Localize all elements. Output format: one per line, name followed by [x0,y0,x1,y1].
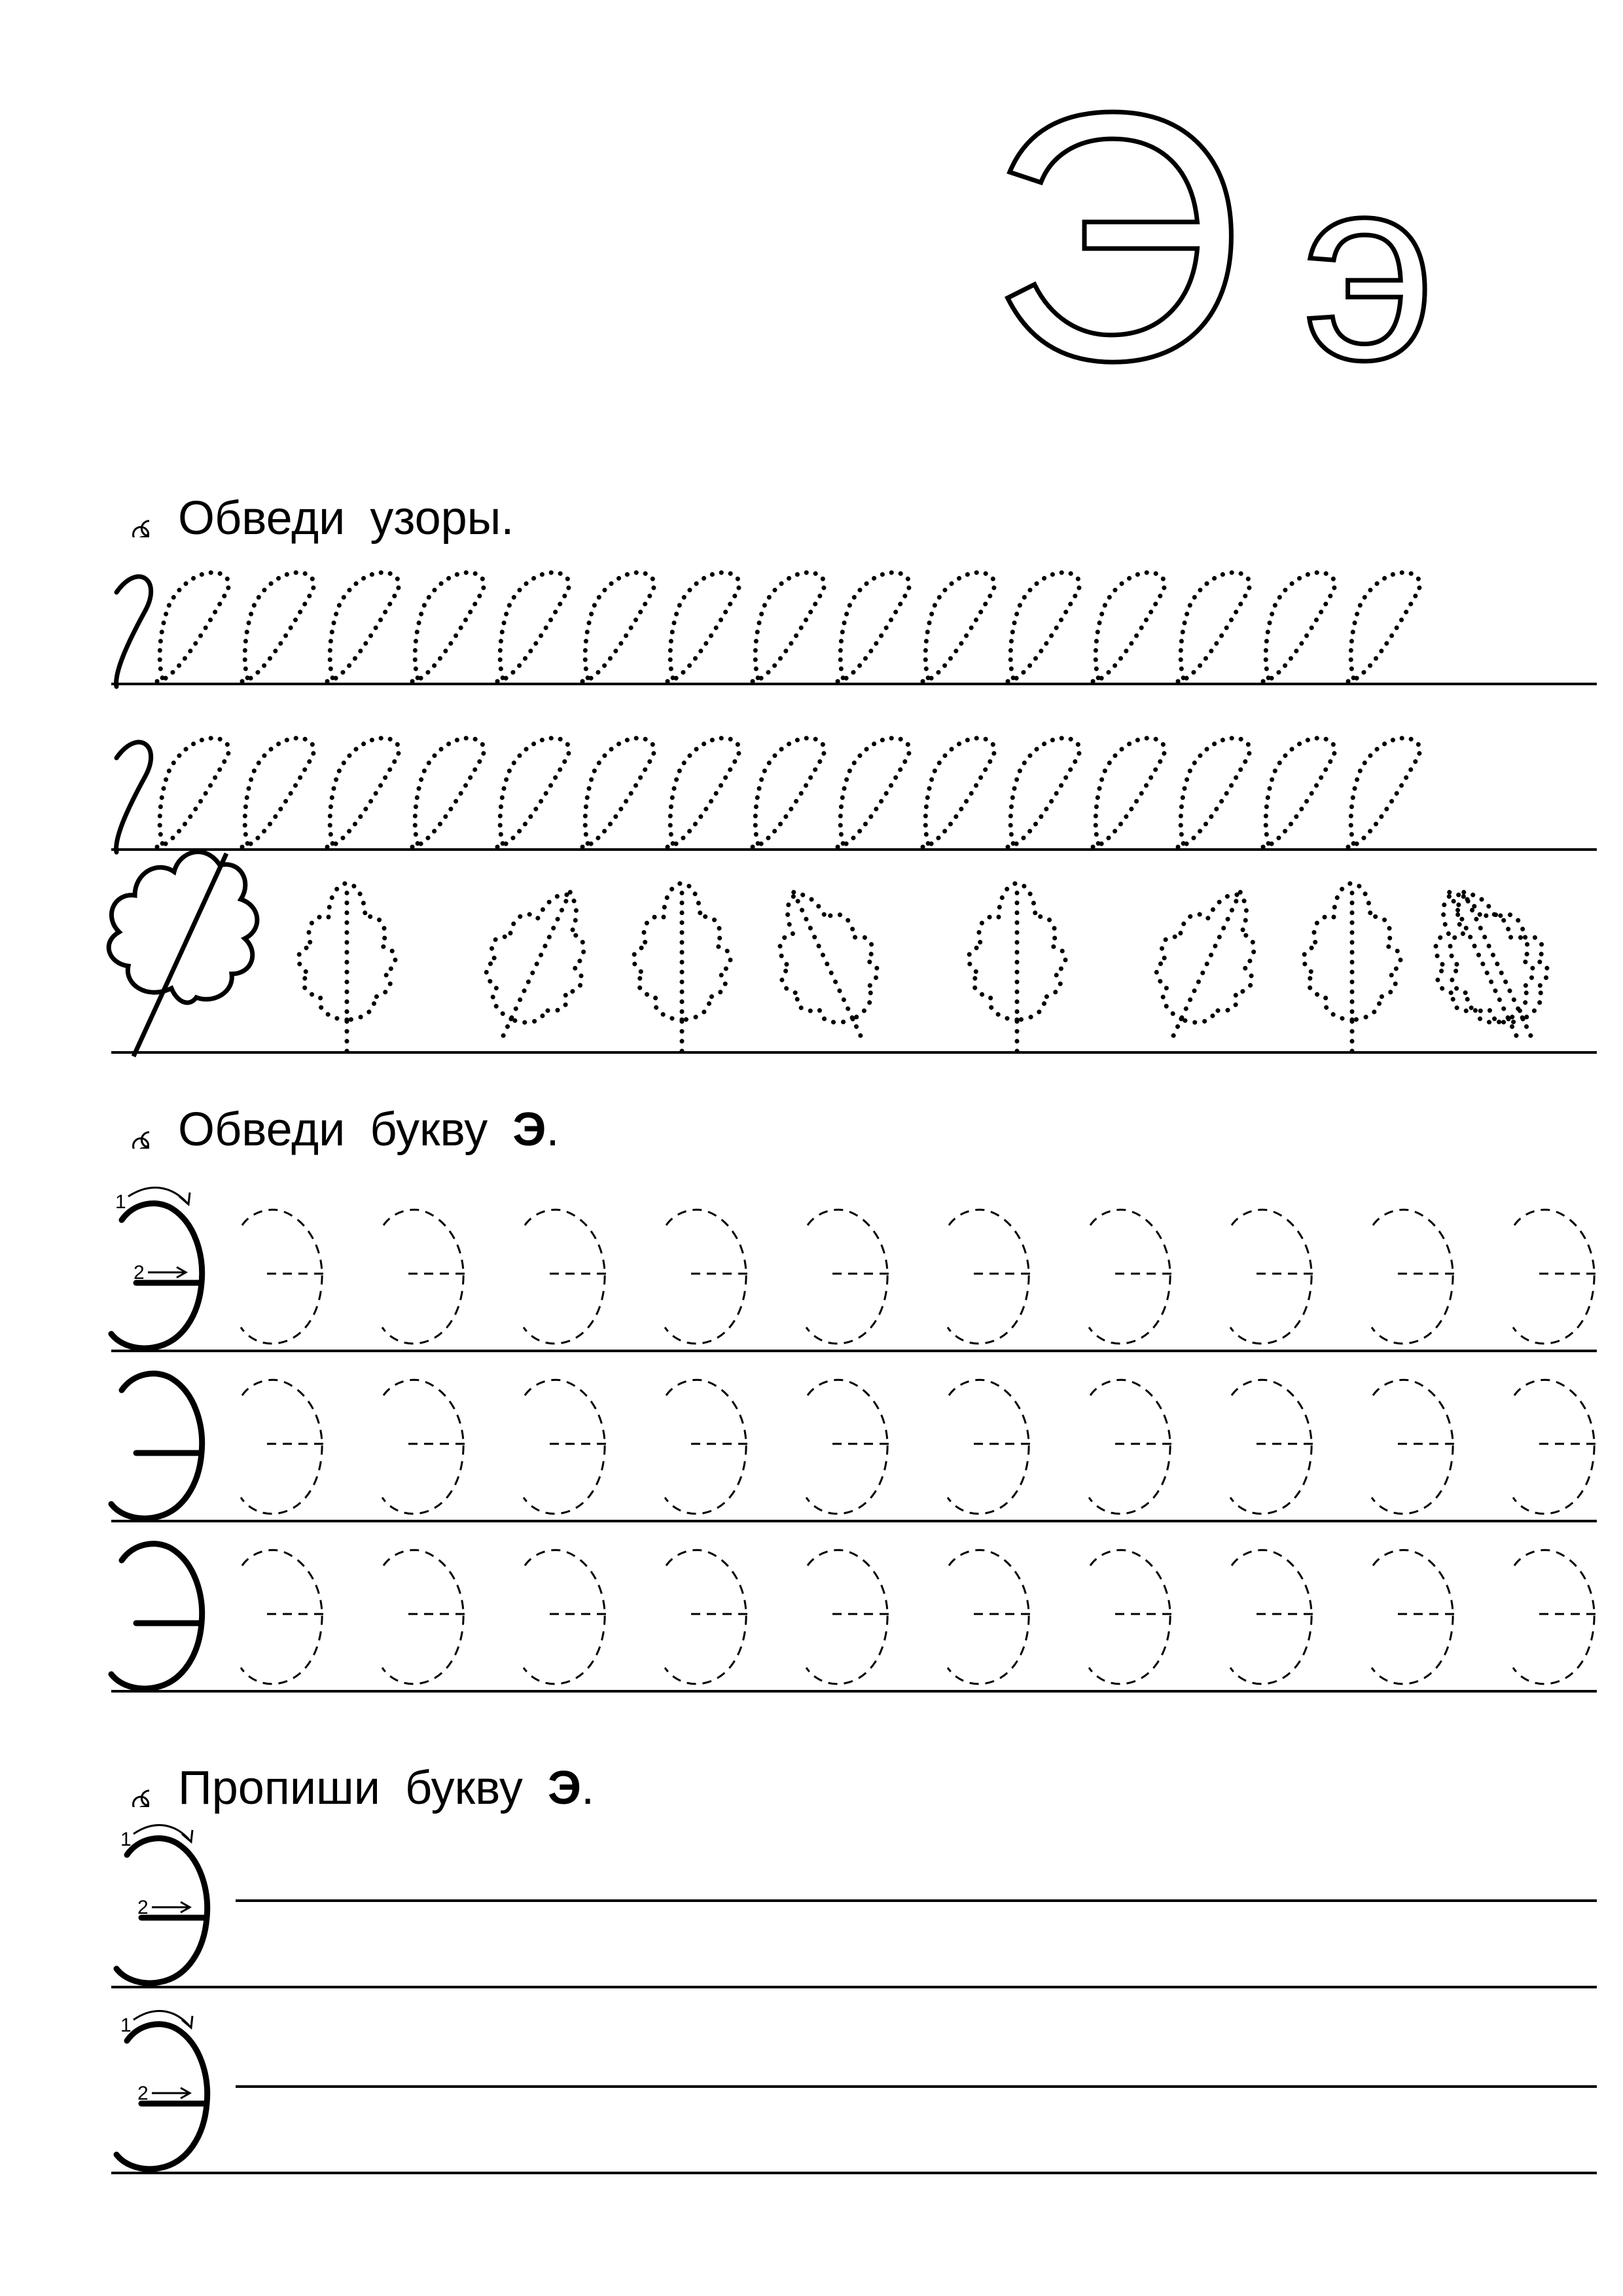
title-letter-lowercase: э [1302,122,1436,414]
dotted-loop [497,738,569,847]
trace-row [111,1188,1597,1351]
dashed-letter [241,1210,323,1344]
dashed-letter [382,1210,465,1344]
dashed-letter [524,1210,606,1344]
dotted-loop [1093,738,1165,847]
writing-row [111,1825,1597,1987]
dashed-letter [1089,1380,1171,1514]
heading-text-before: Обведи букву [178,1103,513,1156]
dotted-loop [412,738,484,847]
title-letter-uppercase: Э [990,39,1244,434]
heading-text-after: . [546,1103,560,1156]
heading-letter: Э [512,1103,546,1156]
flower-bullet-icon [111,1769,149,1807]
dashed-letter [241,1550,323,1684]
heading-text-before: Пропиши букву [178,1762,548,1814]
heading-write-letter [111,1762,595,1814]
stroke-number-2: 2 [134,1262,145,1283]
heading-text: Обведи узоры. [178,492,514,545]
loop-example [116,742,151,852]
dotted-loop [327,573,399,681]
dotted-loop [923,573,995,681]
dashed-letter [1089,1210,1171,1344]
arrow-head-icon [179,1193,190,1204]
dotted-leaf [633,884,730,1051]
dotted-loop [1348,738,1420,847]
dotted-loop [157,738,229,847]
dashed-letter [665,1380,747,1514]
dotted-loop [157,573,229,681]
stroke-number-1: 1 [115,1191,126,1213]
dashed-letter [1372,1550,1454,1684]
arrow-head-icon [182,2016,192,2028]
dotted-loop [242,573,314,681]
dotted-loop [838,738,910,847]
trace-row [111,1544,1597,1691]
leaf-example-icon [109,852,257,1056]
dotted-loop [1263,573,1335,681]
dotted-loop [1178,573,1250,681]
dotted-loop [582,738,654,847]
flower-bullet-icon [111,499,149,537]
dotted-loop [1348,573,1420,681]
heading-trace-patterns [111,492,514,545]
dotted-loop [668,738,740,847]
dotted-leaf [459,872,615,1056]
dashed-letter [1513,1210,1596,1344]
dashed-letter [241,1380,323,1514]
dashed-letter [665,1550,747,1684]
model-letter [111,1374,202,1518]
stroke-number-1: 1 [120,2015,132,2036]
dashed-letter [524,1550,606,1684]
dotted-loop [838,573,910,681]
dashed-letter [1230,1550,1313,1684]
stroke-number-1: 1 [120,1829,132,1850]
model-letter [116,1839,207,1983]
stroke-arrow-2 [148,1267,186,1278]
heading-letter: Э [547,1762,582,1814]
arrow-head-icon [182,1830,192,1842]
heading-text-after: . [581,1762,595,1814]
loop-example [116,577,151,687]
trace-letter-area [111,1188,1597,1691]
dotted-loop [1093,573,1165,681]
dotted-loop [1008,573,1080,681]
stroke-arrow-2 [152,2088,190,2098]
writing-practice-area [111,1825,1597,2173]
dashed-letter [1372,1380,1454,1514]
dashed-letter [806,1380,889,1514]
dashed-letter [382,1550,465,1684]
flower-bullet-icon [111,1111,149,1149]
dotted-loop [242,738,314,847]
dashed-letter [1513,1380,1596,1514]
dashed-letter [665,1210,747,1344]
leaf-pattern-row [109,852,1597,1056]
stroke-number-2: 2 [137,2083,149,2104]
dashed-letter [524,1380,606,1514]
model-letter [116,2024,207,2169]
model-letter [111,1544,202,1689]
stroke-arrow-2 [152,1902,190,1912]
heading-trace-letter [111,1103,560,1156]
dashed-letter [1372,1210,1454,1344]
dashed-letter [1513,1550,1596,1684]
dotted-loop [1008,738,1080,847]
loop-pattern-row [111,738,1597,852]
stroke-number-2: 2 [137,1897,149,1918]
dashed-letter [1089,1550,1171,1684]
dotted-leaf [969,884,1065,1051]
dotted-loop [1178,738,1250,847]
loop-pattern-row [111,573,1597,687]
dashed-letter [806,1550,889,1684]
heading-text [178,1103,560,1156]
heading-text [178,1762,595,1814]
dashed-letter [948,1210,1030,1344]
dotted-leaf [298,884,395,1051]
dashed-letter [806,1210,889,1344]
dotted-loop [923,738,995,847]
dotted-loop [412,573,484,681]
writing-row [111,2011,1597,2173]
dashed-letter [382,1380,465,1514]
dotted-loop [668,573,740,681]
dashed-letter [1230,1380,1313,1514]
dotted-loop [753,573,825,681]
loop-pattern-area [111,573,1597,852]
title-letters [990,39,1436,434]
dotted-leaf [749,872,904,1056]
dotted-loop [582,573,654,681]
dotted-leaf [1304,884,1400,1051]
dotted-loop [753,738,825,847]
model-letter [111,1204,202,1348]
dashed-letter [948,1380,1030,1514]
dotted-loop [327,738,399,847]
dotted-leaf [1130,872,1285,1056]
dotted-loop [497,573,569,681]
trace-row [111,1374,1597,1521]
dashed-letter [948,1550,1030,1684]
dashed-letter [1230,1210,1313,1344]
dotted-loop [1263,738,1335,847]
